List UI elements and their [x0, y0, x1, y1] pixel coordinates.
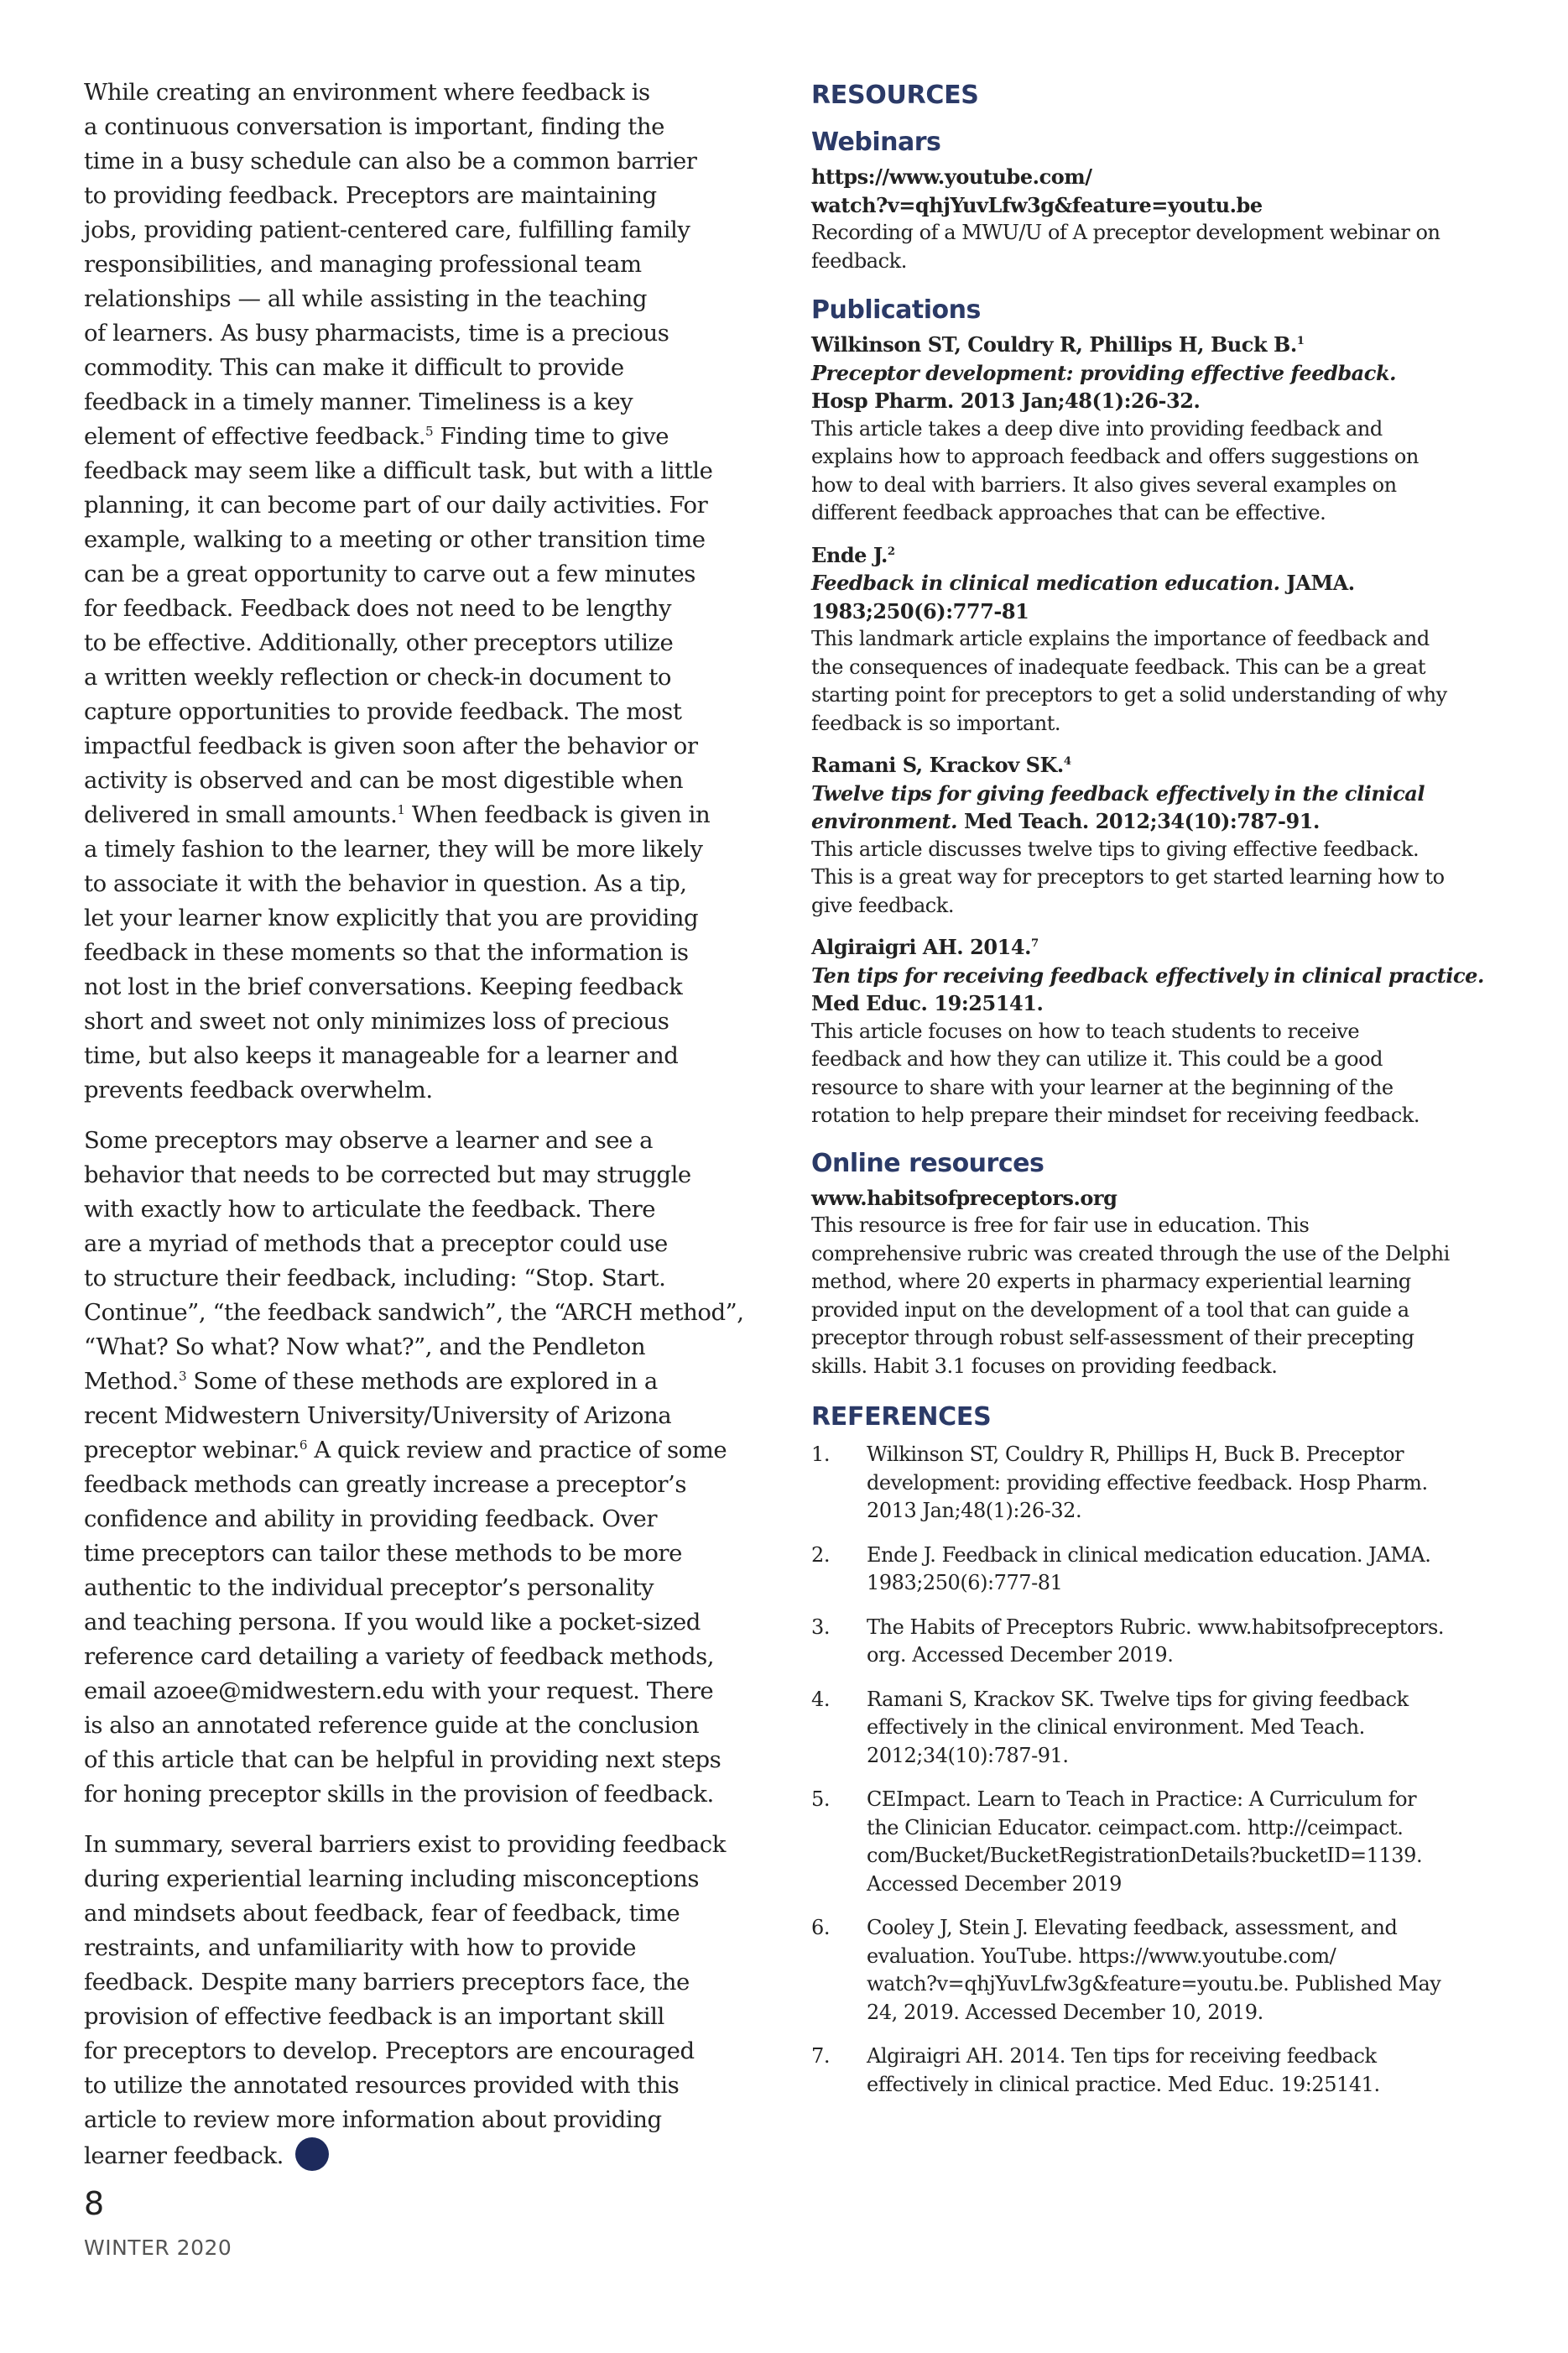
- end-mark-icon: [295, 2137, 329, 2171]
- publication-title-italic: environment.: [811, 809, 958, 833]
- publication-description: feedback is so important.: [811, 711, 1061, 735]
- publication-entry: [811, 751, 1491, 920]
- publication-description: starting point for preceptors to get a solid understanding of why: [811, 683, 1447, 707]
- reference-text: evaluation. YouTube. https://www.youtube.com/: [867, 1943, 1336, 1968]
- text-line: and mindsets about feedback, fear of feedback, time: [84, 1900, 680, 1927]
- reference-text: Algiraigri AH. 2014. Ten tips for receiving feedback: [867, 2044, 1377, 2068]
- webinars-heading: Webinars: [811, 128, 941, 157]
- author-text: Ende J.: [811, 542, 888, 567]
- reference-text: effectively in clinical practice. Med Educ. 19:25141.: [867, 2072, 1380, 2096]
- text-line: can be a great opportunity to carve out a few minutes: [84, 561, 695, 587]
- citation-superscript: 4: [1063, 755, 1071, 768]
- citation-superscript: 3: [178, 1368, 187, 1384]
- reference-item: [811, 1542, 1491, 1598]
- text-segment: preceptor webinar.: [84, 1437, 300, 1463]
- text-line: time preceptors can tailor these methods to be more: [84, 1540, 682, 1567]
- body-paragraph: [84, 1124, 757, 1812]
- publication-description: This article focuses on how to teach students to receive: [811, 1019, 1360, 1043]
- text-line: to providing feedback. Preceptors are maintaining: [84, 182, 657, 209]
- publication-entry: [811, 331, 1491, 528]
- text-line: commodity. This can make it difficult to provide: [84, 354, 624, 381]
- author-text: Ramani S, Krackov SK.: [811, 753, 1064, 777]
- text-line: relationships — all while assisting in the teaching: [84, 285, 648, 312]
- text-line: responsibilities, and managing professional team: [84, 251, 642, 278]
- author-text: Algiraigri AH. 2014.: [811, 935, 1032, 959]
- reference-number: 6.: [811, 1916, 830, 1939]
- text-line: Continue”, “the feedback sandwich”, the “ARCH method”,: [84, 1299, 744, 1326]
- online-resource-entry: [811, 1184, 1491, 1381]
- text-line: prevents feedback overwhelm.: [84, 1077, 433, 1103]
- reference-text: Wilkinson ST, Couldry R, Phillips H, Buck B. Preceptor: [867, 1443, 1404, 1466]
- text-line: While creating an environment where feedback is: [84, 79, 650, 106]
- text-line: feedback methods can greatly increase a preceptor’s: [84, 1471, 687, 1498]
- text-line: authentic to the individual preceptor’s personality: [84, 1574, 654, 1601]
- text-segment: Some of these methods are explored in a: [186, 1368, 658, 1395]
- publication-description: how to deal with barriers. It also gives several examples on: [811, 472, 1397, 497]
- text-line: time in a busy schedule can also be a common barrier: [84, 148, 697, 175]
- text-line: article to review more information about providing: [84, 2106, 662, 2133]
- citation-superscript: 1: [1296, 335, 1305, 347]
- text-line: and teaching persona. If you would like a pocket-sized: [84, 1609, 701, 1636]
- text-line: [84, 1433, 757, 1468]
- publication-citation: Med Educ. 19:25141.: [811, 991, 1044, 1015]
- publication-description: This is a great way for preceptors to get started learning how to: [811, 865, 1445, 889]
- reference-item: [811, 1786, 1491, 1898]
- text-line: [84, 798, 757, 832]
- publication-description: resource to share with your learner at the beginning of the: [811, 1075, 1393, 1099]
- text-line: [84, 420, 757, 454]
- webinar-description: Recording of a MWU/U of A preceptor development webinar on: [811, 221, 1440, 244]
- text-segment: learner feedback.: [84, 2142, 284, 2169]
- publication-description: different feedback approaches that can be effective.: [811, 501, 1326, 524]
- reference-number: 2.: [811, 1542, 830, 1567]
- reference-text: com/Bucket/BucketRegistrationDetails?bucketID=1139.: [867, 1844, 1423, 1867]
- description-line: This resource is free for fair use in education. This: [811, 1213, 1310, 1237]
- webinar-link[interactable]: https://www.youtube.com/: [811, 164, 1092, 189]
- publication-description: explains how to approach feedback and offers suggestions on: [811, 445, 1419, 468]
- description-line: method, where 20 experts in pharmacy experiential learning: [811, 1270, 1411, 1293]
- reference-number: 5.: [811, 1787, 830, 1811]
- text-line: “What? So what? Now what?”, and the Pendleton: [84, 1333, 646, 1360]
- page-number: 8: [84, 2185, 105, 2222]
- reference-number: 1.: [811, 1443, 830, 1466]
- text-line: feedback in these moments so that the information is: [84, 939, 689, 966]
- webinar-description: feedback.: [811, 248, 907, 273]
- text-line: feedback may seem like a difficult task, but with a little: [84, 457, 713, 484]
- reference-text: 24, 2019. Accessed December 10, 2019.: [867, 2000, 1263, 2024]
- publication-description: the consequences of inadequate feedback. This can be a great: [811, 655, 1426, 679]
- article-body: [84, 76, 757, 2189]
- text-line: In summary, several barriers exist to providing feedback: [84, 1831, 726, 1858]
- text-line: activity is observed and can be most digestible when: [84, 767, 684, 794]
- reference-text: development: providing effective feedback. Hosp Pharm.: [867, 1470, 1428, 1495]
- reference-item: [811, 1914, 1491, 2027]
- text-line: [84, 2137, 757, 2173]
- citation-superscript: 6: [299, 1437, 308, 1453]
- publication-title: [811, 569, 1491, 597]
- publication-title-italic: Twelve tips for giving feedback effectively in the clinical: [811, 780, 1425, 806]
- text-line: of this article that can be helpful in providing next steps: [84, 1746, 721, 1773]
- text-segment: When feedback is given in: [404, 801, 711, 828]
- reference-item: [811, 1686, 1491, 1771]
- body-paragraph: [84, 76, 757, 1108]
- text-line: feedback in a timely manner. Timeliness is a key: [84, 389, 633, 415]
- reference-number: 3.: [811, 1615, 830, 1639]
- reference-text: Ende J. Feedback in clinical medication education. JAMA.: [867, 1542, 1431, 1567]
- publication-entry: [811, 541, 1491, 738]
- publication-description: This article discusses twelve tips to giving effective feedback.: [811, 837, 1420, 861]
- text-segment: A quick review and practice of some: [307, 1437, 727, 1463]
- text-line: for feedback. Feedback does not need to be lengthy: [84, 595, 672, 622]
- text-line: to be effective. Additionally, other preceptors utilize: [84, 629, 674, 656]
- text-line: a written weekly reflection or check-in document to: [84, 664, 671, 691]
- publication-citation: 1983;250(6):777-81: [811, 598, 1029, 623]
- reference-text: effectively in the clinical environment. Med Teach.: [867, 1715, 1365, 1739]
- text-line: confidence and ability in providing feedback. Over: [84, 1505, 658, 1532]
- reference-text: the Clinician Educator. ceimpact.com. http://ceimpact.: [867, 1815, 1404, 1839]
- publications-list: [811, 331, 1491, 1130]
- reference-item: [811, 1614, 1491, 1670]
- publication-title: [811, 780, 1491, 808]
- text-line: restraints, and unfamiliarity with how to provide: [84, 1934, 637, 1961]
- text-line: example, walking to a meeting or other transition time: [84, 526, 706, 553]
- citation-superscript: 5: [425, 423, 434, 439]
- publication-title-italic: Feedback in clinical medication education.: [811, 571, 1280, 595]
- text-line: is also an annotated reference guide at the conclusion: [84, 1712, 700, 1739]
- text-segment: element of effective feedback.: [84, 423, 426, 450]
- publication-source: JAMA.: [1279, 571, 1355, 595]
- reference-number: 7.: [811, 2044, 830, 2068]
- text-line: recent Midwestern University/University of Arizona: [84, 1402, 672, 1429]
- publication-description: give feedback.: [811, 893, 955, 917]
- reference-text: Cooley J, Stein J. Elevating feedback, assessment, and: [867, 1916, 1398, 1939]
- description-line: skills. Habit 3.1 focuses on providing feedback.: [811, 1354, 1278, 1378]
- online-resources-heading: Online resources: [811, 1148, 1044, 1178]
- text-segment: delivered in small amounts.: [84, 801, 398, 828]
- publication-entry: [811, 933, 1491, 1130]
- publication-title: [811, 962, 1491, 990]
- reference-text: The Habits of Preceptors Rubric. www.habitsofpreceptors.: [867, 1615, 1445, 1639]
- publication-title: [811, 359, 1491, 388]
- text-segment: Method.: [84, 1368, 179, 1395]
- reference-item: [811, 1441, 1491, 1526]
- webinar-link[interactable]: watch?v=qhjYuvLfw3g&feature=youtu.be: [811, 192, 1263, 217]
- text-line: capture opportunities to provide feedback. The most: [84, 698, 682, 725]
- publication-description: This article takes a deep dive into providing feedback and: [811, 416, 1383, 441]
- text-line: time, but also keeps it manageable for a learner and: [84, 1042, 679, 1069]
- citation-superscript: 1: [397, 801, 405, 817]
- text-line: are a myriad of methods that a preceptor could use: [84, 1230, 668, 1257]
- publication-title-italic: Preceptor development: providing effective feedback.: [811, 360, 1397, 385]
- text-line: provision of effective feedback is an important skill: [84, 2003, 664, 2030]
- text-line: behavior that needs to be corrected but may struggle: [84, 1161, 691, 1188]
- online-resource-link[interactable]: www.habitsofpreceptors.org: [811, 1185, 1117, 1210]
- description-line: comprehensive rubric was created through the use of the Delphi: [811, 1241, 1450, 1265]
- text-line: short and sweet not only minimizes loss of precious: [84, 1008, 669, 1035]
- publication-description: rotation to help prepare their mindset for receiving feedback.: [811, 1103, 1420, 1127]
- publication-author: [811, 331, 1491, 359]
- resources-column: [811, 81, 1491, 2115]
- description-line: preceptor through robust self-assessment of their precepting: [811, 1326, 1414, 1349]
- text-line: not lost in the brief conversations. Keeping feedback: [84, 973, 683, 1000]
- text-line: email azoee@midwestern.edu with your request. There: [84, 1677, 714, 1704]
- reference-text: 2012;34(10):787-91.: [867, 1743, 1069, 1767]
- publication-source: Med Teach. 2012;34(10):787-91.: [957, 809, 1320, 833]
- references-heading: REFERENCES: [811, 1402, 992, 1432]
- text-segment: Finding time to give: [433, 423, 669, 450]
- author-text: Wilkinson ST, Couldry R, Phillips H, Buck B.: [811, 332, 1297, 357]
- publications-heading: Publications: [811, 295, 981, 325]
- description-line: provided input on the development of a tool that can guide a: [811, 1297, 1409, 1322]
- reference-text: Ramani S, Krackov SK. Twelve tips for giving feedback: [867, 1687, 1409, 1711]
- citation-superscript: 7: [1031, 937, 1039, 950]
- reference-number: 4.: [811, 1687, 830, 1711]
- reference-text: Accessed December 2019: [867, 1871, 1122, 1896]
- text-line: let your learner know explicitly that you are providing: [84, 905, 699, 931]
- text-line: a timely fashion to the learner, they will be more likely: [84, 836, 703, 863]
- reference-text: watch?v=qhjYuvLfw3g&feature=youtu.be. Published May: [867, 1972, 1441, 1996]
- reference-item: [811, 2043, 1491, 2099]
- body-paragraph: [84, 1828, 757, 2173]
- text-line: during experiential learning including misconceptions: [84, 1865, 700, 1892]
- issue-label: WINTER 2020: [84, 2236, 232, 2260]
- reference-text: 1983;250(6):777-81: [867, 1571, 1063, 1594]
- publication-author: [811, 751, 1491, 780]
- publication-description: This landmark article explains the importance of feedback and: [811, 627, 1430, 650]
- text-line: jobs, providing patient-centered care, fulfilling family: [84, 217, 690, 243]
- text-line: [84, 1364, 757, 1399]
- text-line: for honing preceptor skills in the provision of feedback.: [84, 1781, 714, 1808]
- text-line: to utilize the annotated resources provided with this: [84, 2072, 680, 2099]
- text-line: Some preceptors may observe a learner and see a: [84, 1127, 654, 1154]
- text-line: a continuous conversation is important, finding the: [84, 113, 664, 140]
- reference-text: CEImpact. Learn to Teach in Practice: A Curriculum for: [867, 1787, 1417, 1811]
- resources-heading: RESOURCES: [811, 81, 979, 110]
- references-list: [811, 1441, 1491, 2099]
- text-line: reference card detailing a variety of feedback methods,: [84, 1643, 715, 1670]
- text-line: of learners. As busy pharmacists, time is a precious: [84, 320, 669, 347]
- publication-title: [811, 807, 1491, 836]
- text-line: planning, it can become part of our daily activities. For: [84, 492, 708, 519]
- text-line: to structure their feedback, including: “Stop. Start.: [84, 1265, 666, 1291]
- text-line: impactful feedback is given soon after the behavior or: [84, 733, 698, 759]
- publication-description: feedback and how they can utilize it. This could be a good: [811, 1047, 1383, 1071]
- citation-superscript: 2: [887, 545, 895, 558]
- text-line: to associate it with the behavior in question. As a tip,: [84, 870, 687, 897]
- reference-text: 2013 Jan;48(1):26-32.: [867, 1499, 1082, 1522]
- webinar-entry: [811, 163, 1491, 275]
- reference-text: org. Accessed December 2019.: [867, 1643, 1174, 1667]
- text-line: for preceptors to develop. Preceptors are encouraged: [84, 2037, 695, 2064]
- publication-author: [811, 541, 1491, 570]
- online-resource-description: [811, 1212, 1491, 1380]
- text-line: feedback. Despite many barriers preceptors face, the: [84, 1969, 690, 1996]
- publication-citation: Hosp Pharm. 2013 Jan;48(1):26-32.: [811, 389, 1201, 413]
- publication-title-italic: Ten tips for receiving feedback effectively in clinical practice.: [811, 963, 1484, 988]
- publication-author: [811, 933, 1491, 962]
- text-line: with exactly how to articulate the feedback. There: [84, 1196, 656, 1223]
